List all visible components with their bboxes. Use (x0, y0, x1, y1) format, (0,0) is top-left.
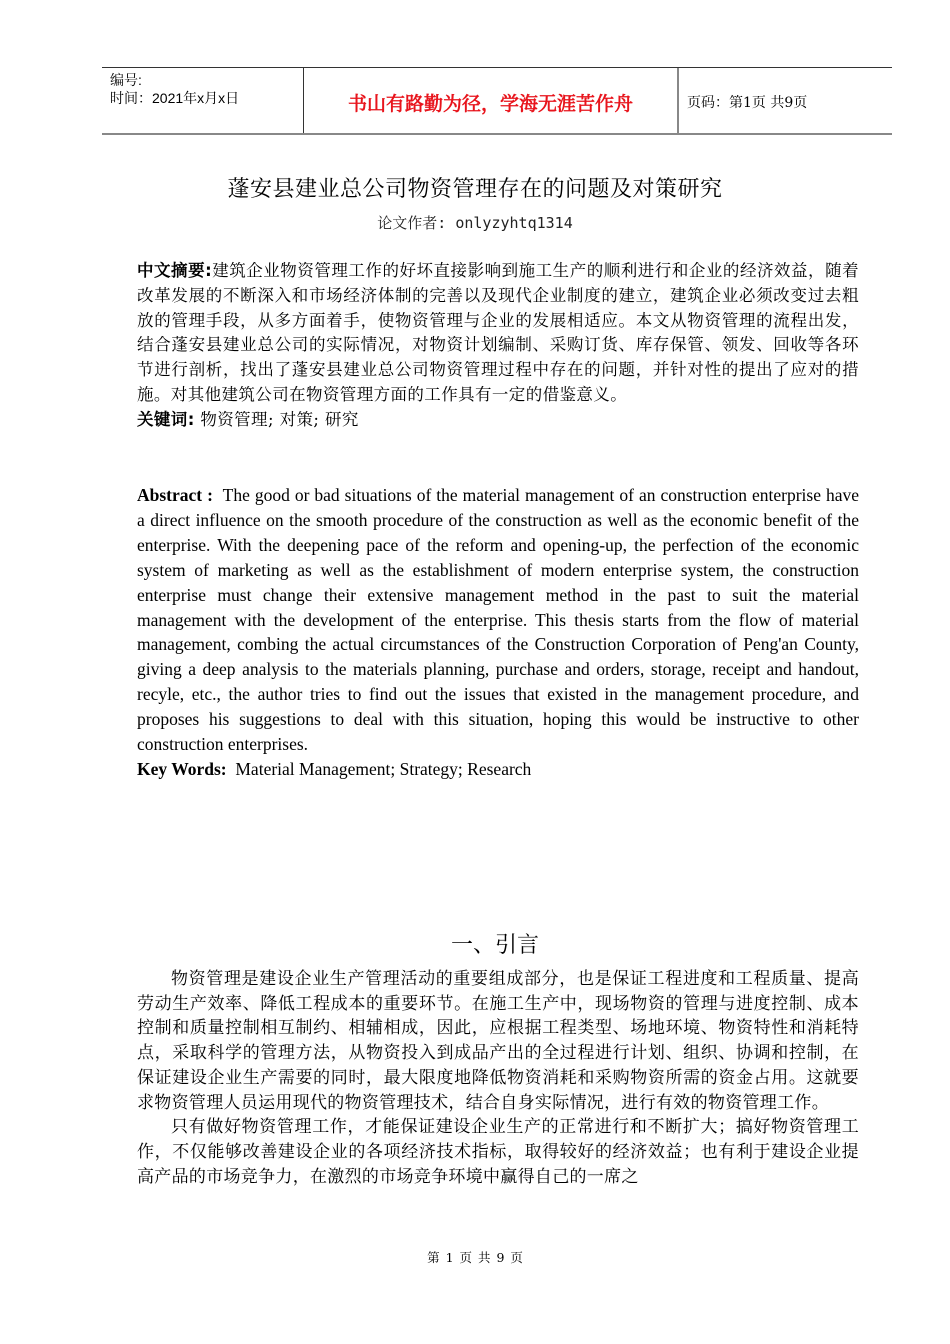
chinese-keywords: 物资管理; 对策; 研究 (200, 409, 359, 429)
chinese-abstract (137, 259, 859, 433)
section-body (137, 967, 859, 1189)
section-heading: 一、引言 (450, 933, 539, 958)
english-keywords: Material Management; Strategy; Research (235, 758, 532, 779)
paper-title: 蓬安县建业总公司物资管理存在的问题及对策研究 (227, 177, 723, 202)
body-paragraph: 物资管理是建设企业生产管理活动的重要组成部分，也是保证工程进度和工程质量、提高劳动生产效率、降低工程成本的重要环节。在施工生产中，现场物资的管理与进度控制、成本控制和质量控制相互制约、相辅相成，因此，应根据工程类型、场地环境、物资特性和消耗特点，采取科学的管理方法，从物资投入到成品产出的全过程进行计划、组织、协调和控制，在保证建设企业生产需要的同时，最大限度地降低物资消耗和采购物资所需的资金占用。这就要求物资管理人员运用现代的物资管理技术，结合自身实际情况，进行有效的物资管理工作。 (137, 969, 859, 1113)
body-paragraph: 只有做好物资管理工作，才能保证建设企业生产的正常进行和不断扩大；搞好物资管理工作，不仅能够改善建设企业的各项经济技术指标，取得较好的经济效益；也有利于建设企业提高产品的市场竞争力，在激烈的市场竞争环境中赢得自己的一席之 (137, 1117, 859, 1187)
header-motto: 书山有路勤为径，学海无涯苦作舟 (347, 93, 633, 115)
english-keywords-label: Key Words: (137, 758, 227, 779)
header-page-info: 页码：第1页 共9页 (687, 94, 808, 111)
document-number-label: 编号: (110, 72, 142, 88)
chinese-abstract-text: 建筑企业物资管理工作的好坏直接影响到施工生产的顺利进行和企业的经济效益，随着改革发展的不断深入和市场经济体制的完善以及现代企业制度的建立，建筑企业必须改变过去粗放的管理手段，从多方面着手，使物资管理与企业的发展相适应。本文从物资管理的流程出发，结合蓬安县建业总公司的实际情况，对物资计划编制、采购订货、库存保管、领发、回收等各环节进行剖析，找出了蓬安县建业总公司物资管理过程中存在的问题，并针对性的提出了应对的措施。对其他建筑公司在物资管理方面的工作具有一定的借鉴意义。 (137, 261, 859, 404)
chinese-abstract-label: 中文摘要: (137, 261, 213, 280)
document-header-table (102, 67, 892, 135)
header-meta-cell (102, 68, 303, 133)
document-date: 时间：2021年x月x日 (110, 90, 240, 106)
english-abstract-label: Abstract : (137, 485, 213, 505)
paper-author: 论文作者: onlyzyhtq1314 (377, 214, 573, 232)
page-footer: 第 1 页 共 9 页 (427, 1250, 523, 1265)
english-abstract (137, 483, 859, 782)
chinese-keywords-label: 关键词: (137, 409, 195, 429)
english-abstract-text: The good or bad situations of the material management of an construction enterprise have a direct influence on the smooth procedure of the construction as well as the economic benefit of the enterprise. With the deepening pace of the reform and opening-up, the perfection of the economic system of marketing as well as the establishment of modern enterprise system, the construction enterprise must change their extensive management method in the past to suit the material management with the development of the enterprise. This thesis starts from the flow of material management, combing the actual circumstances of the Construction Corporation of Peng'an County, giving a deep analysis to the materials planning, purchase and orders, storage, receipt and handout, recyle, etc., the author tries to find out the issues that existed in the management procedure, and proposes his suggestions to deal with this situation, hoping this would be instructive to other construction enterprises. (137, 485, 859, 755)
